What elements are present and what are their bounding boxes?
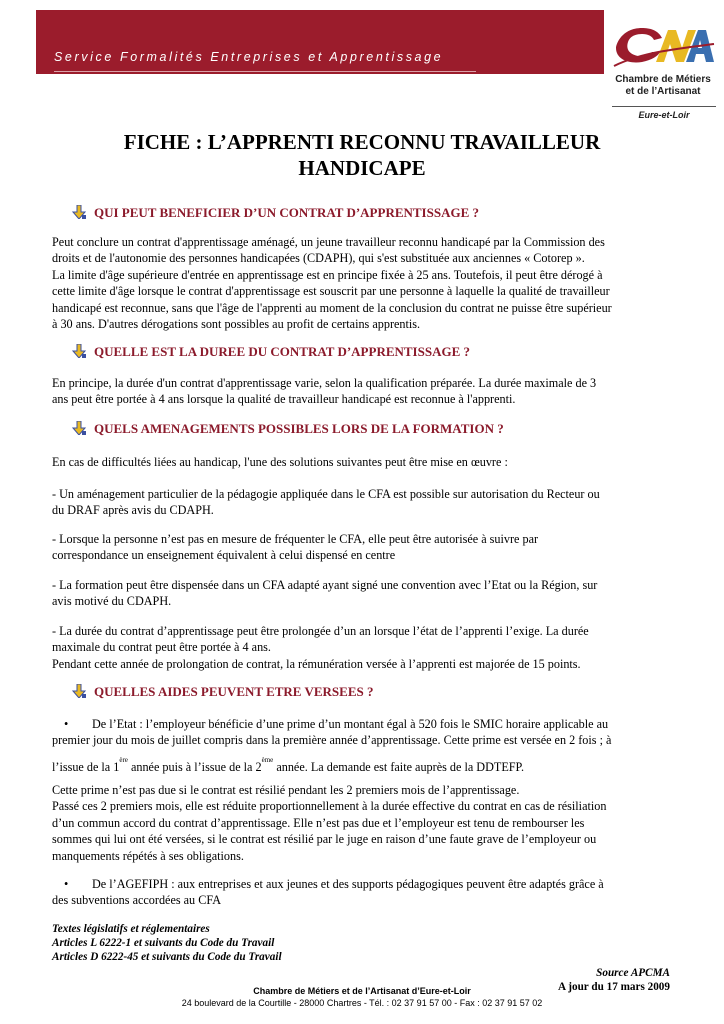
arrow-down-icon — [72, 344, 86, 358]
page-footer: Chambre de Métiers et de l’Artisanat d’Eure-et-Loir 24 boulevard de la Courtille - 28000 Chartres - Tél. : 02 37 91 57 00 - Fax : 02 37 91 57 02 — [181, 986, 543, 1008]
bullet-icon: • — [64, 717, 69, 731]
list-item: - Lorsque la personne n’est pas en mesure de fréquenter le CFA, elle peut être autorisée à suivre par correspondance un enseignement équivalent à celui dispensé en centre — [52, 532, 539, 563]
list-item: - La formation peut être dispensée dans un CFA adapté ayant signé une convention avec l’Etat ou la Région, sur avis motivé du CDAPH. — [52, 578, 598, 609]
cma-logo-mark-icon — [612, 22, 716, 68]
logo-region: Eure-et-Loir — [612, 106, 716, 120]
source-note: Source APCMA A jour du 17 mars 2009 — [558, 967, 670, 993]
aide-agefiph-bullet: • De l’AGEFIPH : aux entreprises et aux jeunes et des supports pédagogiques peuvent être adaptés grâce à des subventions accordées au CFA — [52, 877, 604, 908]
section-text-beneficiaires: Peut conclure un contrat d'apprentissage aménagé, un jeune travailleur reconnu handicapé par la Commission des droits et de l'autonomie des personnes handicapées (CDAPH), qui s'est substituée aux anciennes « Cotorep ». La limite d'âge supérieure d'entrée en apprentissage est en principe fixée à 25 ans. Toutefois, il peut être dérogé à cette limite d'âge lorsque le contrat d'apprentissage est souscrit par une personne à laquelle la qualité de travailleur handicapé est reconnue, sans que l'âge de l'apprenti au moment de la conclusion du contrat ne puisse être supérieur à 30 ans. D'autres dérogations sont possibles au profit de certains apprentis. — [52, 235, 612, 332]
aide-etat-details: Cette prime n’est pas due si le contrat est résilié pendant les 2 premiers mois de l’apprentissage. Passé ces 2 premiers mois, elle est réduite proportionnellement à la durée effective du contrat en cas de résiliation d’un commun accord du contrat d’apprentissage. Elle n’est pas due et l’employeur est tenu de rembourser les sommes qui lui ont été versées, si le contrat est résilié par le juge en raison d’une faute grave de l’employeur ou manquements répétés à ses obligations. — [52, 783, 607, 863]
banner-underline — [54, 71, 476, 72]
banner-text: Service Formalités Entreprises et Apprentissage — [54, 50, 444, 64]
logo-name: Chambre de Métiers et de l’Artisanat — [615, 74, 711, 97]
list-item: - La durée du contrat d’apprentissage peut être prolongée d’un an lorsque l’état de l’apprenti l’exige. La durée maximale du contrat peut être portée à 4 ans. Pendant cette année de prolongation de contrat, la rémunération versée à l’apprenti est majorée de 15 points. — [52, 624, 589, 671]
bullet-icon: • — [64, 877, 69, 891]
header-banner — [36, 10, 604, 74]
arrow-down-icon — [72, 421, 86, 435]
cma-logo — [606, 10, 720, 124]
page-title: FICHE : L’APPRENTI RECONNU TRAVAILLEUR HANDICAPE — [123, 130, 601, 180]
arrow-down-icon — [72, 684, 86, 698]
aide-etat-bullet: • De l’Etat : l’employeur bénéficie d’une prime d’un montant égal à 520 fois le SMIC horaire applicable au premier jour du mois de juillet compris dans la première année d’apprentissage. Cette prime est versée en 2 fois ; à l’issue de la 1ère année puis à l’issue de la 2ème année. La demande est faite auprès de la DDTEFP. — [52, 716, 672, 775]
section-text-duree: En principe, la durée d'un contrat d'apprentissage varie, selon la qualification préparée. La durée maximale de 3 ans peut être portée à 4 ans lorsque la qualité de travailleur handicapé est reconnue à l'apprenti. — [52, 376, 597, 407]
legal-references: Textes législatifs et réglementaires Articles L 6222-1 et suivants du Code du Travail Articles D 6222-45 et suivants du Code du Travail — [52, 923, 282, 963]
section-intro-amenagements: En cas de difficultés liées au handicap, l'une des solutions suivantes peut être mise en œuvre : — [52, 455, 508, 469]
etat-line3: l’issue de la 1ère année puis à l’issue de la 2ème année. La demande est faite auprès de la DDTEFP. — [52, 755, 525, 774]
arrow-down-icon — [72, 205, 86, 219]
list-item: - Un aménagement particulier de la pédagogie appliquée dans le CFA est possible sur autorisation du Recteur ou du DRAF après avis du CDAPH. — [52, 487, 600, 518]
